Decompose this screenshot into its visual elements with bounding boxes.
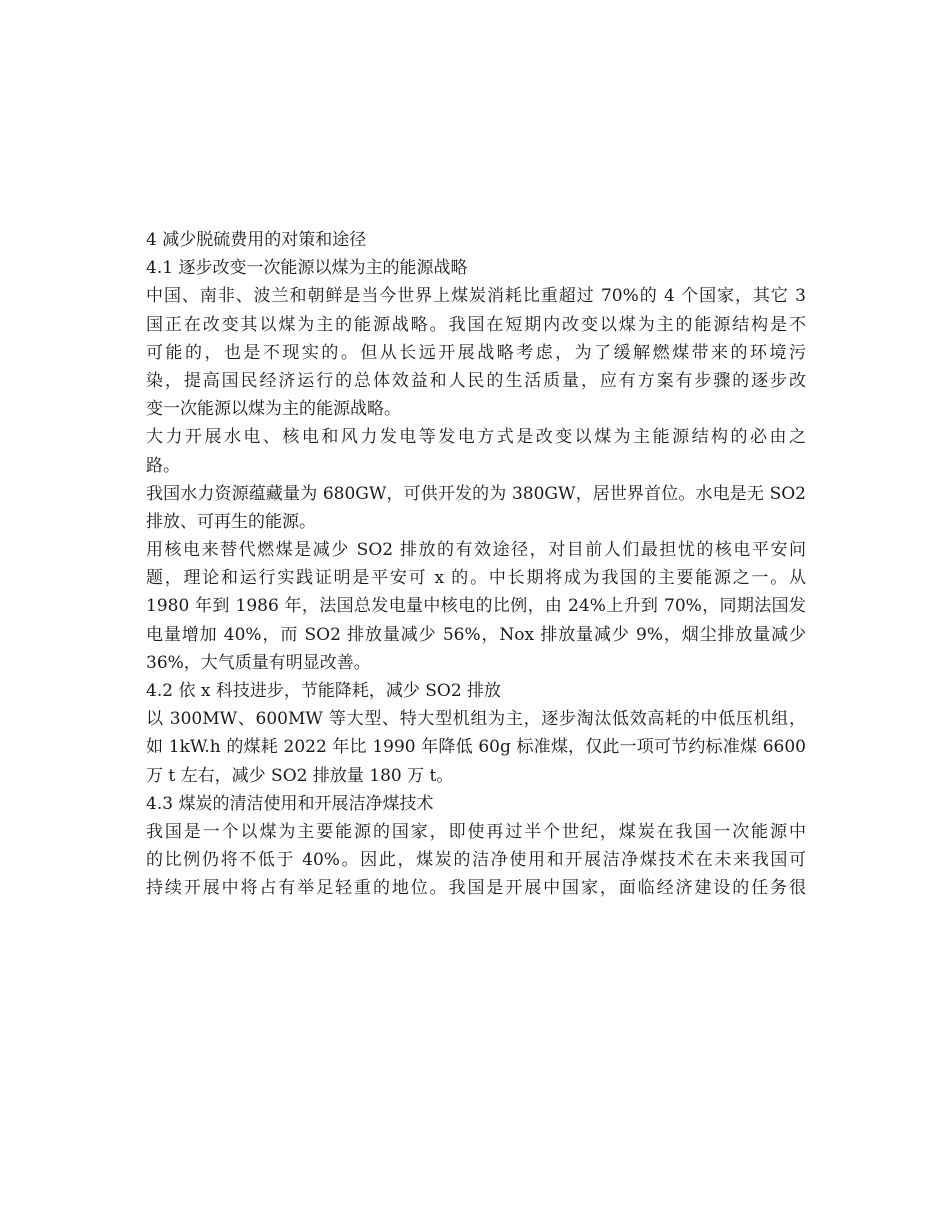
paragraph-line: 我国水力资源蕴藏量为 680GW，可供开发的为 380GW，居世界首位。水电是无 SO2 [146,483,806,504]
paragraph-line: 万 t 左右，减少 SO2 排放量 180 万 t。 [146,765,454,786]
subsection-heading-4-1: 4.1 逐步改变一次能源以煤为主的能源战略 [146,258,468,279]
section-heading-4: 4 减少脱硫费用的对策和途径 [146,230,367,250]
paragraph-line: 电量增加 40%，而 SO2 排放量减少 56%，Nox 排放量减少 9%，烟尘排放量减少 [146,624,806,645]
paragraph-line: 可能的，也是不现实的。但从长远开展战略考虑，为了缓解燃煤带来的环境污 [146,342,806,363]
paragraph-line: 我国是一个以煤为主要能源的国家，即使再过半个世纪，煤炭在我国一次能源中 [146,821,806,842]
document-body [146,226,806,903]
subsection-heading-4-3: 4.3 煤炭的清洁使用和开展洁净煤技术 [146,793,434,814]
paragraph-line: 染，提高国民经济运行的总体效益和人民的生活质量，应有方案有步骤的逐步改 [146,370,806,391]
paragraph-line: 题，理论和运行实践证明是平安可 x 的。中长期将成为我国的主要能源之一。从 [146,568,806,589]
paragraph-line: 36%，大气质量有明显改善。 [146,652,371,673]
paragraph-line: 中国、南非、波兰和朝鲜是当今世界上煤炭消耗比重超过 70%的 4 个国家，其它 3 [146,286,806,307]
subsection-heading-4-2: 4.2 依 x 科技进步，节能降耗，减少 SO2 排放 [146,681,502,701]
paragraph-line: 国正在改变其以煤为主的能源战略。我国在短期内改变以煤为主的能源结构是不 [146,314,806,335]
paragraph-line: 以 300MW、600MW 等大型、特大型机组为主，逐步淘汰低效高耗的中低压机组， [146,709,806,730]
paragraph-line: 如 1kW.h 的煤耗 2022 年比 1990 年降低 60g 标准煤，仅此一项可节约标准煤 6600 [146,737,806,758]
paragraph-line: 大力开展水电、核电和风力发电等发电方式是改变以煤为主能源结构的必由之 [146,427,806,448]
paragraph-line: 持续开展中将占有举足轻重的地位。我国是开展中国家，面临经济建设的任务很 [146,878,806,899]
paragraph-line: 排放、可再生的能源。 [146,511,316,532]
paragraph-line: 变一次能源以煤为主的能源战略。 [146,399,401,420]
paragraph-line: 的比例仍将不低于 40%。因此，煤炭的洁净使用和开展洁净煤技术在未来我国可 [146,850,806,871]
paragraph-line: 用核电来替代燃煤是减少 SO2 排放的有效途径，对目前人们最担忧的核电平安问 [146,540,806,561]
paragraph-line: 1980 年到 1986 年，法国总发电量中核电的比例，由 24%上升到 70%，同期法国发 [146,596,806,617]
paragraph-line: 路。 [146,455,180,476]
